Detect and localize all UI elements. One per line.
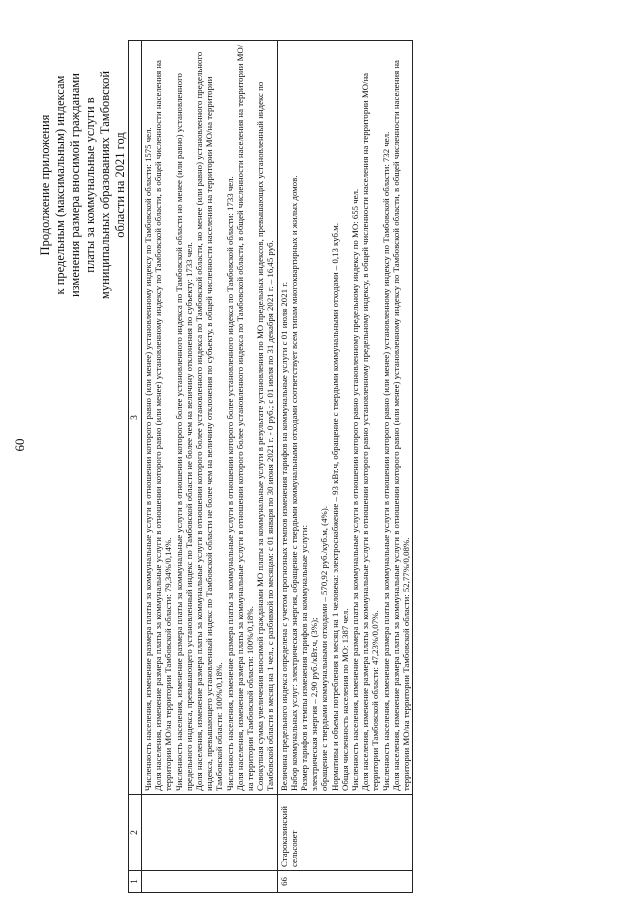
heading-line: области на 2021 год xyxy=(113,132,127,238)
description-line: Совокупная сумма увеличения вносимой гражданами МО платы за коммунальные услуги в результате установления по МО предельных индексов, превышающих установленный индекс по Тамбовской области в месяц на 1 чел., с разбивкой по месяцам: с 01 января по 30 июня 2021 г. - 0 руб.; с 01 июля по 31 декабря 2021 г. – 16,45 руб. xyxy=(255,81,276,791)
description-line: Доля населения, изменение размера платы за коммунальные услуги в отношении которого равно (или менее) установленному индексу по Тамбовской области, в общей численности населения на территории МО/на территории Тамбовской области: 52,77%/0,08%. xyxy=(390,60,412,791)
description-line: Размер тарифов и темпы изменения тарифов на коммунальные услуги: xyxy=(299,525,310,791)
page-number: 60 xyxy=(12,438,27,452)
indices-table xyxy=(128,40,413,893)
description-line: Доля населения, изменение размера платы за коммунальные услуги в отношении которого более установленного индекса по Тамбовской области, в общей численности населения на территории МО/на территории Тамбовской области: 100%/0,18%. xyxy=(234,44,256,791)
row-description-cell xyxy=(142,41,278,795)
heading-line: платы за коммунальные услуги в xyxy=(83,97,97,273)
document-heading xyxy=(38,25,128,345)
description-line: Набор коммунальных услуг: электрическая энергия, обращение с твердыми коммунальными отходами соответствует всем типам многоквартирных и жилых домов. xyxy=(288,175,299,791)
description-line: Величина предельного индекса определена с учетом прогнозных темпов изменения тарифов на коммунальные услуги с 01 июля 2021 г. xyxy=(278,281,289,791)
heading-line: муниципальных образованиях Тамбовской xyxy=(98,70,112,300)
column-header: 3 xyxy=(129,41,142,795)
row-number-cell xyxy=(142,871,278,893)
row-number-cell: 66 xyxy=(277,871,413,893)
description-line: Численность населения, изменение размера платы за коммунальные услуги в отношении которого равно (или менее) установленному индексу по Тамбовской области: 732 чел. xyxy=(380,131,391,791)
description-line: Численность населения, изменение размера платы за коммунальные услуги в отношении которого более установленного индекса по Тамбовской области но менее (или равно) установленного предельного индекса, превышающего установленный индекс по Тамбовской области не более чем на величину отклонения по субъекту: 1733 чел. xyxy=(173,73,194,791)
column-header: 2 xyxy=(129,795,142,871)
description-line: Численность населения, изменение размера платы за коммунальные услуги в отношении которого равно установленному предельному индексу по МО: 655 чел. xyxy=(350,188,361,791)
table-row xyxy=(277,41,413,893)
description-line: Общая численность населения по МО: 1387 чел. xyxy=(339,608,350,791)
heading-line: Продолжение приложения xyxy=(38,114,52,256)
description-line: Численность населения, изменение размера платы за коммунальные услуги в отношении которого более установленного индекса по Тамбовской области: 1733 чел. xyxy=(224,176,235,791)
row-name-cell: Староказинский сельсовет xyxy=(277,795,413,871)
heading-line: изменения размера вносимой гражданами xyxy=(68,73,82,298)
description-line: Доля населения, изменение размера платы за коммунальные услуги в отношении которого равно установленному предельному индексу, в общей численности населения на территории МО/на территории Тамбовской области: 47,23%/0,07%. xyxy=(360,72,381,791)
column-header: 1 xyxy=(129,871,142,893)
description-line: электрическая энергия – 2,90 руб./кВт.ч, (3%); xyxy=(309,617,320,791)
row-name-cell xyxy=(142,795,278,871)
description-line: Доля населения, изменение размера платы за коммунальные услуги в отношении которого равно (или менее) установленному индексу по Тамбовской области, в общей численности населения на территории МО/на территории Тамбовской области: 79,34%/0,14%. xyxy=(153,60,174,791)
description-line: обращение с твердыми коммунальными отходами – 570,92 руб./куб.м, (4%). xyxy=(319,506,330,791)
table-header-row xyxy=(129,41,142,893)
description-line: Численность населения, изменение размера платы за коммунальные услуги в отношении которого равно (или менее) установленному индексу по Тамбовской области: 1575 чел. xyxy=(143,127,153,791)
description-line: Доля населения, изменение размера платы за коммунальные услуги в отношении которого более установленного индекса по Тамбовской области, но менее (или равно) установленного предельного индекса, превышающего установленный индекс по Тамбовской области не более чем на величину отклонения по субъекту, в общей численности населения на территории МО/на территории Тамбовской области: 100%/0,18%. xyxy=(194,51,225,791)
description-line: Нормативы и объемы потребления в месяц на 1 человека: электроснабжение – 93 кВт.ч, обращение с твердыми коммунальными отходами – 0,13 куб.м. xyxy=(329,223,340,791)
row-description-cell xyxy=(277,41,413,795)
table-row xyxy=(142,41,278,893)
heading-line: к предельным (максимальным) индексам xyxy=(53,75,67,295)
